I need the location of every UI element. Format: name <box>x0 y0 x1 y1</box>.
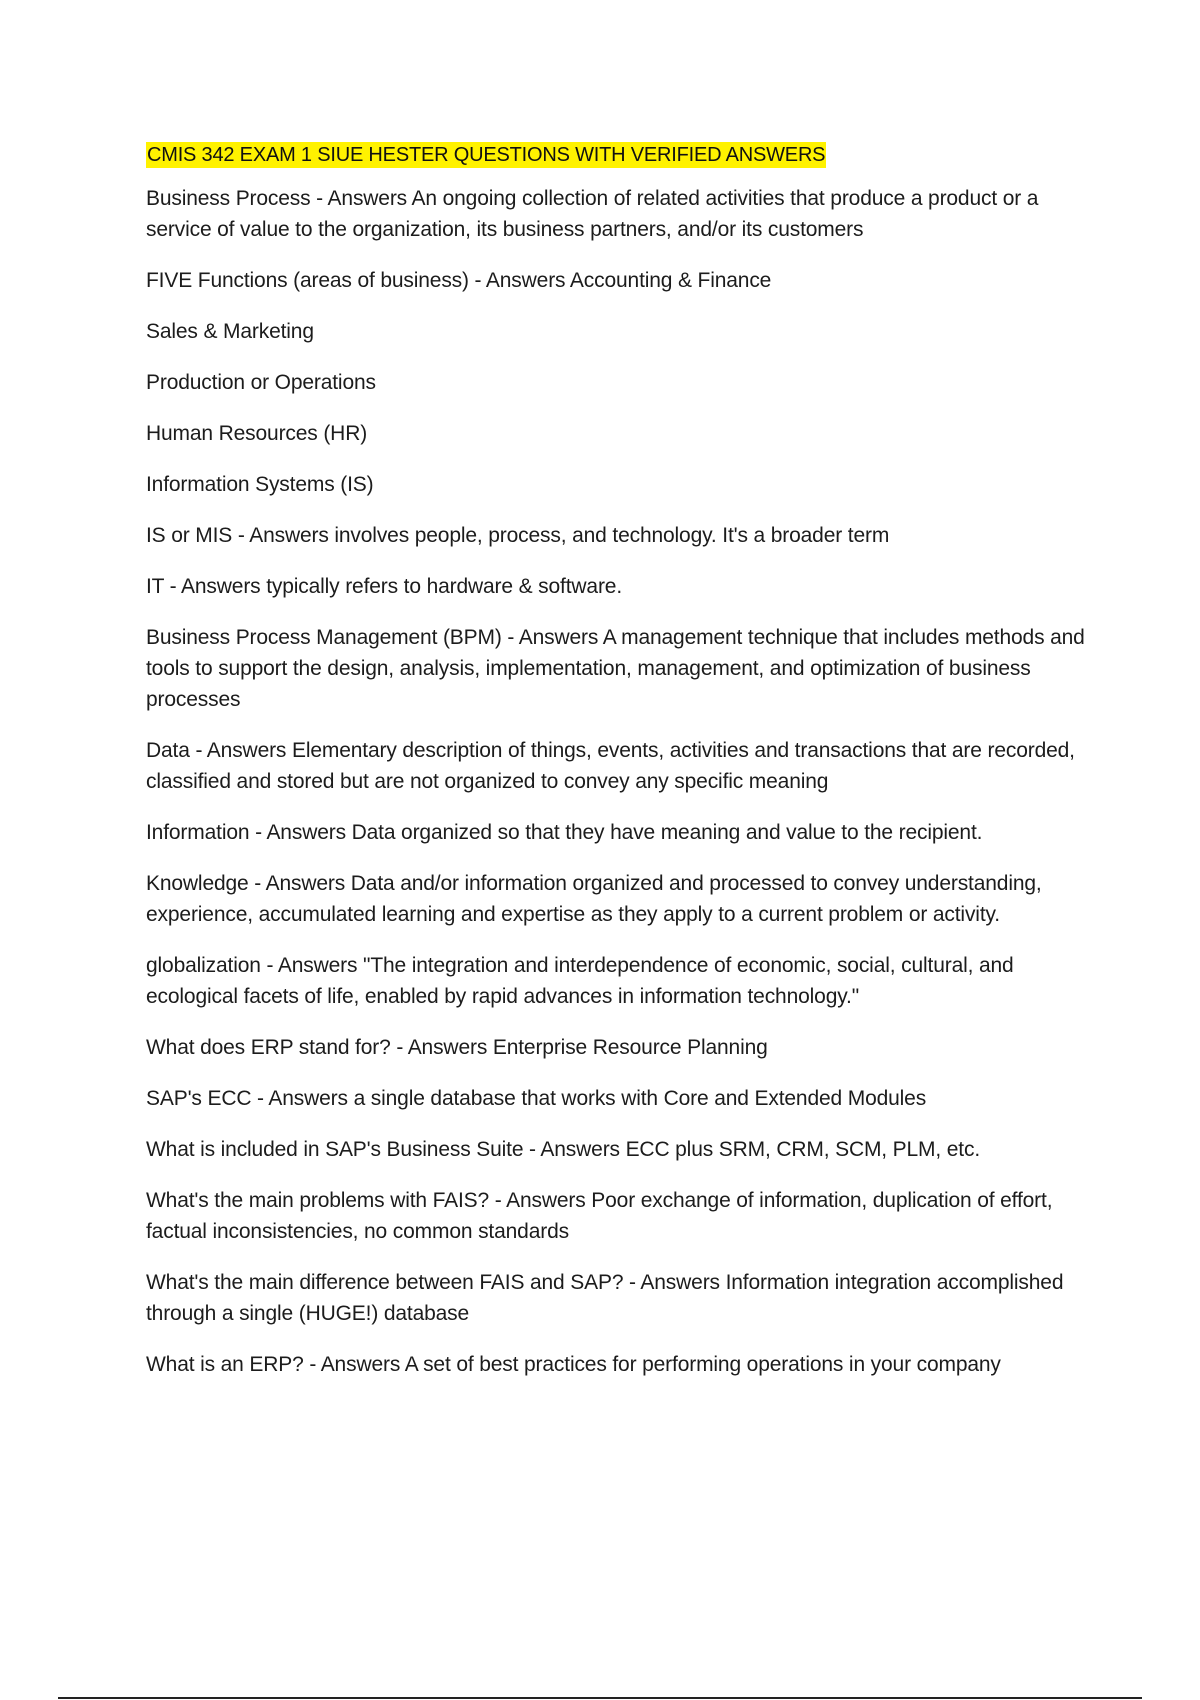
qa-paragraph: SAP's ECC - Answers a single database that works with Core and Extended Modules <box>146 1087 927 1110</box>
qa-paragraph: Information - Answers Data organized so that they have meaning and value to the recipient. <box>146 821 983 844</box>
qa-paragraph: What is an ERP? - Answers A set of best practices for performing operations in your company <box>146 1353 1001 1376</box>
qa-paragraph: Production or Operations <box>146 371 376 394</box>
qa-paragraph: Human Resources (HR) <box>146 422 368 445</box>
qa-paragraph: Business Process Management (BPM) - Answers A management technique that includes methods and tools to support the design, analysis, implementation, management, and optimization of business processes <box>146 626 1085 711</box>
qa-paragraph: Sales & Marketing <box>146 320 314 343</box>
qa-paragraph: IT - Answers typically refers to hardware & software. <box>146 575 623 598</box>
qa-paragraph: FIVE Functions (areas of business) - Answers Accounting & Finance <box>146 269 772 292</box>
qa-paragraph: IS or MIS - Answers involves people, process, and technology. It's a broader term <box>146 524 890 547</box>
qa-paragraph: Information Systems (IS) <box>146 473 374 496</box>
qa-paragraph: What does ERP stand for? - Answers Enterprise Resource Planning <box>146 1036 768 1059</box>
qa-paragraph: Business Process - Answers An ongoing collection of related activities that produce a product or a service of value to the organization, its business partners, and/or its customers <box>146 187 1039 241</box>
qa-paragraph: globalization - Answers "The integration and interdependence of economic, social, cultural, and ecological facets of life, enabled by rapid advances in information technology." <box>146 954 1014 1008</box>
page-bottom-rule <box>58 1697 1142 1699</box>
document-title-wrap <box>146 142 1086 183</box>
qa-paragraph: What's the main problems with FAIS? - Answers Poor exchange of information, duplication of effort, factual inconsistencies, no common standards <box>146 1189 1053 1243</box>
qa-paragraph: What's the main difference between FAIS and SAP? - Answers Information integration accomplished through a single (HUGE!) database <box>146 1271 1064 1325</box>
qa-paragraph: What is included in SAP's Business Suite - Answers ECC plus SRM, CRM, SCM, PLM, etc. <box>146 1138 981 1161</box>
qa-paragraph: Knowledge - Answers Data and/or information organized and processed to convey understanding, experience, accumulated learning and expertise as they apply to a current problem or activity. <box>146 872 1042 926</box>
document-content <box>146 142 1086 1400</box>
document-title: CMIS 342 EXAM 1 SIUE HESTER QUESTIONS WITH VERIFIED ANSWERS <box>147 144 826 166</box>
qa-paragraph: Data - Answers Elementary description of things, events, activities and transactions that are recorded, classified and stored but are not organized to convey any specific meaning <box>146 739 1075 793</box>
